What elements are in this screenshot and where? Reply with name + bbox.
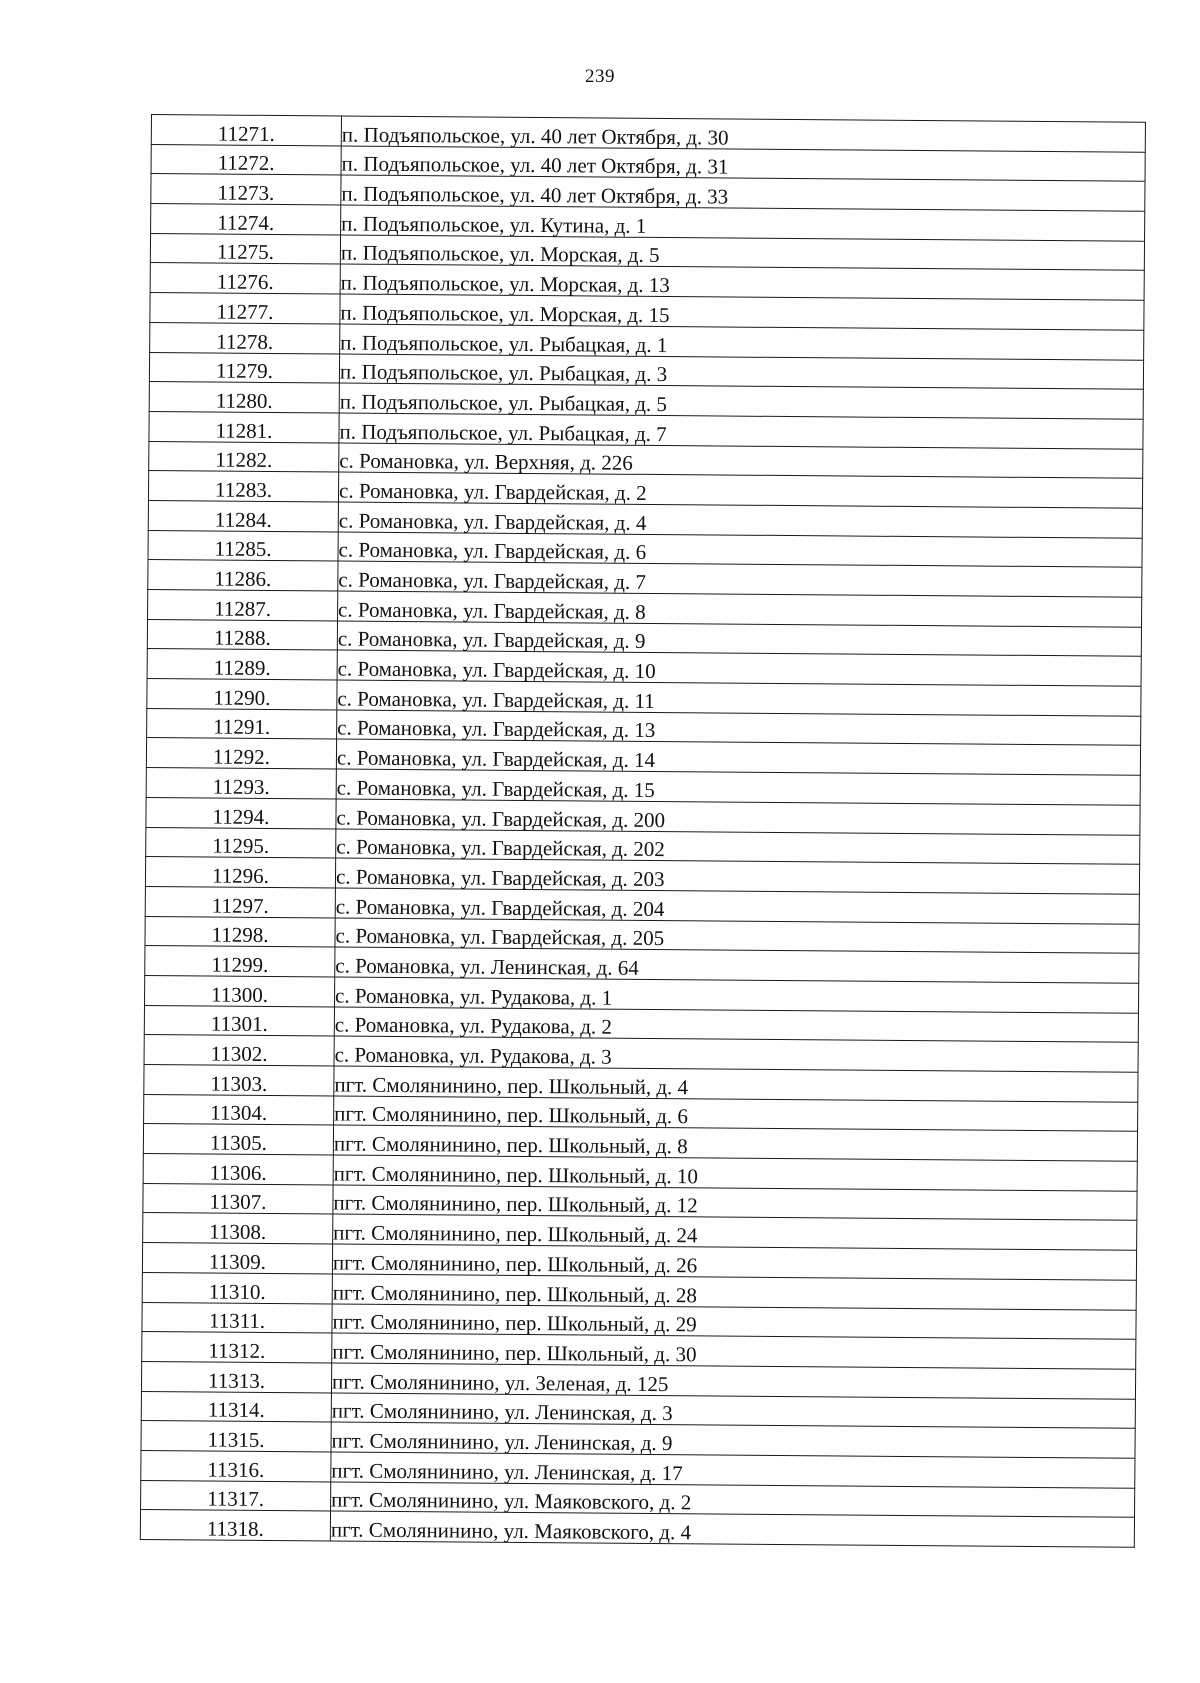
row-number-cell: 11314. (141, 1391, 331, 1422)
row-number-cell: 11293. (146, 768, 336, 799)
address-cell: пгт. Смолянинино, ул. Ленинская, д. 9 (331, 1422, 1135, 1458)
address-cell: с. Романовка, ул. Рудакова, д. 2 (334, 1007, 1138, 1043)
row-number-cell: 11289. (147, 649, 337, 680)
row-number-cell: 11305. (143, 1124, 333, 1155)
address-cell: пгт. Смолянинино, ул. Ленинская, д. 17 (331, 1452, 1135, 1488)
row-number-cell: 11283. (148, 471, 338, 502)
address-cell: с. Романовка, ул. Гвардейская, д. 7 (338, 561, 1142, 597)
address-cell: с. Романовка, ул. Гвардейская, д. 204 (335, 888, 1139, 924)
address-cell: пгт. Смолянинино, пер. Школьный, д. 8 (333, 1125, 1137, 1161)
row-number-cell: 11317. (141, 1480, 331, 1511)
address-cell: пгт. Смолянинино, ул. Зеленая, д. 125 (331, 1363, 1135, 1399)
row-number-cell: 11272. (151, 144, 341, 175)
address-cell: п. Подъяпольское, ул. Рыбацкая, д. 7 (339, 413, 1143, 449)
row-number-cell: 11311. (142, 1302, 332, 1333)
row-number-cell: 11303. (144, 1064, 334, 1095)
row-number-cell: 11281. (149, 411, 339, 442)
row-number-cell: 11307. (143, 1183, 333, 1214)
row-number-cell: 11280. (149, 382, 339, 413)
row-number-cell: 11294. (146, 797, 336, 828)
address-cell: с. Романовка, ул. Гвардейская, д. 15 (336, 769, 1140, 805)
address-cell: с. Романовка, ул. Гвардейская, д. 2 (338, 472, 1142, 508)
page-number: 239 (585, 66, 615, 87)
row-number-cell: 11300. (145, 975, 335, 1006)
row-number-cell: 11301. (144, 1005, 334, 1036)
row-number-cell: 11273. (151, 174, 341, 205)
row-number-cell: 11285. (148, 530, 338, 561)
row-number-cell: 11275. (150, 233, 340, 264)
address-cell: с. Романовка, ул. Ленинская, д. 64 (335, 947, 1139, 983)
row-number-cell: 11277. (150, 293, 340, 324)
row-number-cell: 11296. (145, 857, 335, 888)
row-number-cell: 11312. (142, 1332, 332, 1363)
address-cell: с. Романовка, ул. Гвардейская, д. 11 (337, 680, 1141, 716)
row-number-cell: 11313. (141, 1361, 331, 1392)
address-cell: пгт. Смолянинино, пер. Школьный, д. 12 (333, 1185, 1137, 1221)
row-number-cell: 11291. (147, 708, 337, 739)
address-cell: с. Романовка, ул. Гвардейская, д. 202 (336, 828, 1140, 864)
row-number-cell: 11274. (151, 204, 341, 235)
address-cell: п. Подъяпольское, ул. 40 лет Октября, д. 30 (341, 116, 1145, 152)
row-number-cell: 11298. (145, 916, 335, 947)
row-number-cell: 11297. (145, 886, 335, 917)
row-number-cell: 11308. (143, 1213, 333, 1244)
row-number-cell: 11299. (145, 946, 335, 977)
address-cell: пгт. Смолянинино, пер. Школьный, д. 10 (333, 1155, 1137, 1191)
address-table-body (140, 115, 1145, 1548)
address-cell: с. Романовка, ул. Гвардейская, д. 13 (337, 710, 1141, 746)
address-cell: с. Романовка, ул. Гвардейская, д. 4 (338, 502, 1142, 538)
address-cell: с. Романовка, ул. Гвардейская, д. 6 (338, 532, 1142, 568)
row-number-cell: 11292. (146, 738, 336, 769)
address-cell: с. Романовка, ул. Гвардейская, д. 9 (337, 621, 1141, 657)
address-cell: пгт. Смолянинино, пер. Школьный, д. 30 (332, 1333, 1136, 1369)
row-number-cell: 11278. (150, 322, 340, 353)
address-cell: п. Подъяпольское, ул. Морская, д. 15 (340, 294, 1144, 330)
row-number-cell: 11304. (144, 1094, 334, 1125)
row-number-cell: 11295. (146, 827, 336, 858)
address-cell: с. Романовка, ул. Гвардейская, д. 8 (338, 591, 1142, 627)
address-cell: п. Подъяпольское, ул. 40 лет Октября, д. 33 (341, 175, 1145, 211)
address-cell: с. Романовка, ул. Гвардейская, д. 200 (336, 799, 1140, 835)
row-number-cell: 11316. (141, 1450, 331, 1481)
address-cell: п. Подъяпольское, ул. Кутина, д. 1 (341, 205, 1145, 241)
address-cell: с. Романовка, ул. Гвардейская, д. 10 (337, 650, 1141, 686)
address-cell: п. Подъяпольское, ул. Рыбацкая, д. 3 (339, 353, 1143, 389)
row-number-cell: 11276. (150, 263, 340, 294)
address-cell: пгт. Смолянинино, пер. Школьный, д. 29 (332, 1303, 1136, 1339)
row-number-cell: 11310. (142, 1272, 332, 1303)
row-number-cell: 11315. (141, 1421, 331, 1452)
address-table (140, 114, 1146, 1548)
row-number-cell: 11287. (148, 589, 338, 620)
address-cell: п. Подъяпольское, ул. Морская, д. 13 (340, 264, 1144, 300)
address-cell: с. Романовка, ул. Гвардейская, д. 203 (335, 858, 1139, 894)
address-cell: с. Романовка, ул. Рудакова, д. 3 (334, 1036, 1138, 1072)
row-number-cell: 11288. (147, 619, 337, 650)
address-cell: пгт. Смолянинино, пер. Школьный, д. 24 (333, 1214, 1137, 1250)
row-number-cell: 11302. (144, 1035, 334, 1066)
row-number-cell: 11306. (143, 1154, 333, 1185)
address-cell: пгт. Смолянинино, ул. Ленинская, д. 3 (331, 1393, 1135, 1429)
address-cell: п. Подъяпольское, ул. Рыбацкая, д. 1 (340, 324, 1144, 360)
row-number-cell: 11290. (147, 679, 337, 710)
row-number-cell: 11284. (148, 500, 338, 531)
row-number-cell: 11318. (140, 1510, 330, 1541)
address-cell: пгт. Смолянинино, ул. Маяковского, д. 2 (331, 1482, 1135, 1518)
row-number-cell: 11309. (142, 1243, 332, 1274)
address-cell: с. Романовка, ул. Верхняя, д. 226 (339, 443, 1143, 479)
row-number-cell: 11282. (149, 441, 339, 472)
row-number-cell: 11286. (148, 560, 338, 591)
address-cell: пгт. Смолянинино, пер. Школьный, д. 6 (334, 1096, 1138, 1132)
address-cell: пгт. Смолянинино, пер. Школьный, д. 26 (332, 1244, 1136, 1280)
address-cell: с. Романовка, ул. Гвардейская, д. 205 (335, 918, 1139, 954)
address-cell: пгт. Смолянинино, пер. Школьный, д. 28 (332, 1274, 1136, 1310)
address-cell: пгт. Смолянинино, пер. Школьный, д. 4 (334, 1066, 1138, 1102)
address-cell: п. Подъяпольское, ул. 40 лет Октября, д. 31 (341, 146, 1145, 182)
address-cell: п. Подъяпольское, ул. Рыбацкая, д. 5 (339, 383, 1143, 419)
address-cell: п. Подъяпольское, ул. Морская, д. 5 (340, 235, 1144, 271)
row-number-cell: 11279. (149, 352, 339, 383)
address-cell: пгт. Смолянинино, ул. Маяковского, д. 4 (330, 1511, 1134, 1547)
row-number-cell: 11271. (151, 115, 341, 146)
address-cell: с. Романовка, ул. Гвардейская, д. 14 (336, 739, 1140, 775)
address-cell: с. Романовка, ул. Рудакова, д. 1 (334, 977, 1138, 1013)
